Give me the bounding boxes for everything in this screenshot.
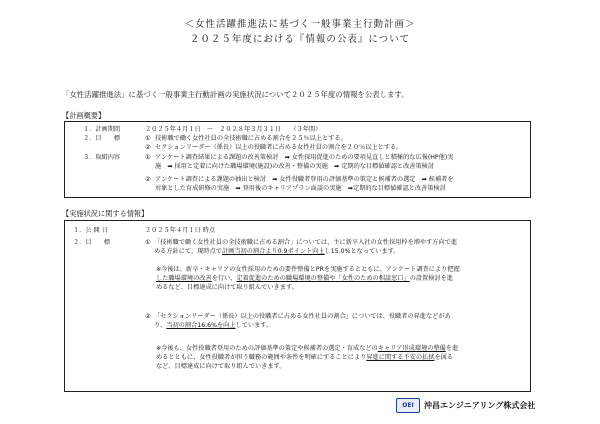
page-title-line2: ２０２５年度における『情報の公表』について bbox=[189, 34, 411, 45]
action1-line1: アンケート調査結果による課題の改善策検討 ➡ 女性採用促進のための要項見直しと積極的な広報(HP他)実 bbox=[155, 154, 454, 161]
n2-highlight2: 昇進に関する不安の払拭 bbox=[366, 354, 435, 361]
pub-label: １．公 開 日 bbox=[73, 227, 108, 234]
action1-num: ① bbox=[145, 154, 151, 161]
status-heading: 【実施状況に関する情報】 bbox=[62, 209, 149, 218]
action2-num: ② bbox=[145, 176, 151, 183]
goal1-num: ① bbox=[145, 135, 151, 142]
g1-highlight: 計画当初の割合より0.9ポイント向上 bbox=[221, 248, 325, 255]
n2-line3: など、目標達成に向けて取り組んでいきます。 bbox=[156, 363, 286, 370]
intro-text: 「女性活躍推進法」に基づく一般事業主行動計画の実施状況について２０２５年度の情報を公表します。 bbox=[62, 90, 409, 99]
n1-highlight2: 定着促進のための職場環境の整備や「女性のための相談窓口」 bbox=[236, 275, 410, 282]
page-title-line1: ＜女性活躍推進法に基づく一般事業主行動計画＞ bbox=[184, 19, 416, 30]
status-goal-label: ２．目 標 bbox=[73, 239, 111, 246]
n1-line3: めるなど、目標達成に向けて取り組んでいきます。 bbox=[156, 284, 298, 291]
g2-num: ② bbox=[145, 313, 151, 320]
plan-heading: 【計画概要】 bbox=[62, 111, 106, 120]
company-logo: OEI bbox=[396, 398, 420, 413]
action2-line2: 対象とした育成研修の実施 ➡ 登用後のキャリアプラン面談の実施 ➡定期的な目標値確認と改善策検討 bbox=[155, 185, 446, 192]
n1-line1: ※今後は、新卒・キャリアの女性採用のための要件整備とPRを実施するとともに、アンケート調査により把握 bbox=[156, 266, 460, 273]
action2-line1: アンケート調査による課題の抽出と検討 ➡ 女性役職者登用の評価基準の策定と候補者の選定 ➡ 候補者を bbox=[155, 176, 454, 183]
plan-goal-label: ２．目 標 bbox=[83, 135, 121, 142]
period-label: １．計画期間 bbox=[83, 126, 121, 133]
action-label: ３．取組内容 bbox=[83, 154, 121, 161]
g2-line1: 「セクションリーダー（係長）以上の役職者に占める女性社員の割合」については、役職者の昇進などがあ bbox=[154, 313, 451, 320]
company-name: 沖昌エンジニアリング株式会社 bbox=[424, 401, 536, 410]
g2-highlight: 当初の割合16.6%を向上 bbox=[166, 322, 236, 329]
n1-highlight1: した職場環境の改善 bbox=[156, 275, 212, 282]
n2-highlight1: キャリア形成環境の整備 bbox=[377, 345, 446, 352]
plan-box bbox=[64, 121, 531, 198]
n2-line1: ※今後も、女性役職者登用のための評価基準の策定や候補者の選定・育成などのキャリア形成環境の整備を進 bbox=[156, 345, 459, 352]
period-value: ２０２５年４月１日 ～ ２０２８年３月３１日 （３年間） bbox=[145, 126, 322, 133]
goal2-text: セクションリーダー（係長）以上の役職者に占める女性社員の割合を２０％以上とする。 bbox=[155, 144, 403, 151]
g2-line2: り、当初の割合16.6%を向上しています。 bbox=[154, 322, 273, 329]
goal1-text: 技術職で働く女性社員の全技術職に占める割合を２５％以上とする。 bbox=[155, 135, 347, 142]
g1-line2: める方針にて、現時点で計画当初の割合より0.9ポイント向上し15.0%となっています。 bbox=[154, 248, 400, 255]
action1-line2: 施 ➡ 採用と定着に向けた職場環境(施設)の改善・整備の実施 ➡ 定期的な目標値確認と改善策検討 bbox=[155, 163, 435, 170]
g1-num: ① bbox=[145, 239, 151, 246]
n1-line2: した職場環境の改善を行い、定着促進のための職場環境の整備や「女性のための相談窓口」の設置検討を進 bbox=[156, 275, 453, 282]
g1-line1: 「技術職で働く女性社員の全技術職に占める割合」については、主に新卒入社の女性採用枠を増やす方向で進 bbox=[154, 239, 458, 246]
status-box bbox=[64, 220, 531, 392]
n2-line2: めるとともに、女性役職者が担う職務の範囲や条件を明確にすることにより昇進に関する不安の払拭を図る bbox=[156, 354, 453, 361]
goal2-num: ② bbox=[145, 144, 151, 151]
pub-value: ２０２５年４月１日 時点 bbox=[145, 227, 216, 234]
